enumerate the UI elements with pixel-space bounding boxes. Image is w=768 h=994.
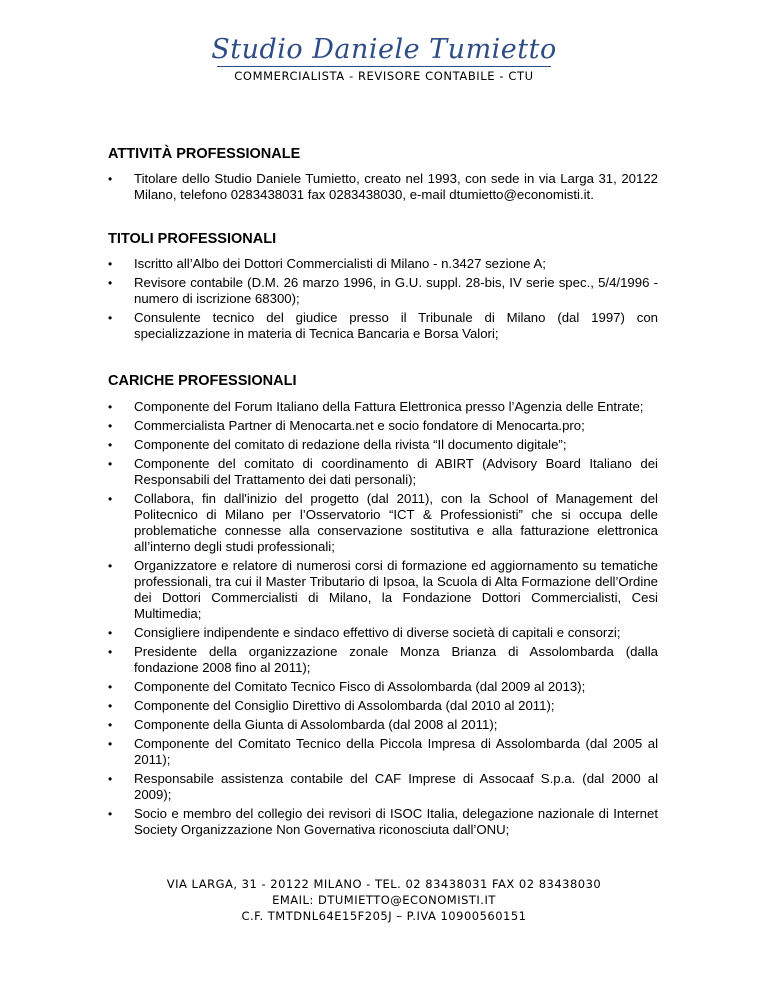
- list-item: • Iscritto all’Albo dei Dottori Commercialisti di Milano - n.3427 sezione A;: [108, 256, 658, 272]
- list-item: • Componente del Comitato Tecnico della Piccola Impresa di Assolombarda (dal 2005 al 2011);: [108, 736, 658, 768]
- letterhead-footer: [0, 876, 768, 924]
- list-item: • Componente del Forum Italiano della Fattura Elettronica presso l’Agenzia delle Entrate;: [108, 399, 658, 415]
- footer-tax-ids: C.F. TMTDNL64E15F205J – P.IVA 10900560151: [241, 909, 527, 923]
- studio-logo: Studio Daniele Tumietto: [211, 34, 557, 65]
- list-item: • Responsabile assistenza contabile del CAF Imprese di Assocaaf S.p.a. (dal 2000 al 2009);: [108, 771, 658, 803]
- section-title: ATTIVITÀ PROFESSIONALE: [108, 146, 301, 162]
- bullet-list: [108, 256, 658, 342]
- list-item: • Revisore contabile (D.M. 26 marzo 1996, in G.U. suppl. 28-bis, IV serie spec., 5/4/1996 - numero di iscrizione 68300);: [108, 275, 658, 307]
- list-item: • Componente del Comitato Tecnico Fisco di Assolombarda (dal 2009 al 2013);: [108, 679, 658, 695]
- list-item: • Organizzatore e relatore di numerosi corsi di formazione ed aggiornamento su tematiche professionali, tra cui il Master Tributario di Ipsoa, la Scuola di Alta Formazione dell’Ordine dei Dottori Commercialisti di Milano, la Fondazione Dottori Commercialisti, Cesi Multimedia;: [108, 558, 658, 622]
- list-item: • Componente del Consiglio Direttivo di Assolombarda (dal 2010 al 2011);: [108, 698, 658, 714]
- logo-underline: [217, 66, 551, 67]
- bullet-list: [108, 399, 658, 838]
- section-cariche-professionali: [108, 372, 658, 838]
- list-item: • Collabora, fin dall'inizio del progetto (dal 2011), con la School of Management del Politecnico di Milano per l’Osservatorio “ICT & Professionisti” che si occupa delle problematiche connesse alla conservazione sostitutiva e alla fatturazione elettronica all’interno degli studi professionali;: [108, 491, 658, 555]
- list-item: • Consulente tecnico del giudice presso il Tribunale di Milano (dal 1997) con specializzazione in materia di Tecnica Bancaria e Borsa Valori;: [108, 310, 658, 342]
- bullet-list: [108, 171, 658, 203]
- section-titoli-professionali: [108, 230, 658, 342]
- letterhead: [0, 34, 768, 84]
- letterhead-subtitle: COMMERCIALISTA - REVISORE CONTABILE - CTU: [234, 69, 534, 83]
- section-title: CARICHE PROFESSIONALI: [108, 373, 297, 389]
- section-attivita-professionale: [108, 145, 658, 203]
- list-item: • Presidente della organizzazione zonale Monza Brianza di Assolombarda (dalla fondazione 2008 fino al 2011);: [108, 644, 658, 676]
- list-item: • Socio e membro del collegio dei revisori di ISOC Italia, delegazione nazionale di Internet Society Organizzazione Non Governativa riconosciuta dall’ONU;: [108, 806, 658, 838]
- list-item: • Titolare dello Studio Daniele Tumietto, creato nel 1993, con sede in via Larga 31, 20122 Milano, telefono 0283438031 fax 0283438030, e-mail dtumietto@economisti.it.: [108, 171, 658, 203]
- list-item: • Componente del comitato di coordinamento di ABIRT (Advisory Board Italiano dei Responsabili del Trattamento dei dati personali);: [108, 456, 658, 488]
- section-title: TITOLI PROFESSIONALI: [108, 231, 277, 247]
- footer-address: VIA LARGA, 31 - 20122 MILANO - TEL. 02 83438031 FAX 02 83438030: [166, 877, 602, 891]
- list-item: • Componente della Giunta di Assolombarda (dal 2008 al 2011);: [108, 717, 658, 733]
- list-item: • Consigliere indipendente e sindaco effettivo di diverse società di capitali e consorzi;: [108, 625, 658, 641]
- list-item: • Commercialista Partner di Menocarta.net e socio fondatore di Menocarta.pro;: [108, 418, 658, 434]
- footer-email: EMAIL: DTUMIETTO@ECONOMISTI.IT: [272, 893, 496, 907]
- document-body: [108, 145, 658, 841]
- list-item: • Componente del comitato di redazione della rivista “Il documento digitale”;: [108, 437, 658, 453]
